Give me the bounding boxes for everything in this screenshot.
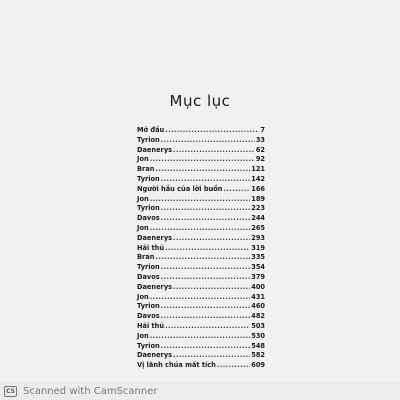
toc-leader-dots: [161, 136, 255, 146]
page-title: Mục lục: [169, 92, 231, 110]
toc-entry: [137, 283, 265, 293]
toc-leader-dots: [165, 322, 250, 332]
toc-entry: [137, 244, 265, 254]
toc-entry-page: 33: [255, 135, 265, 144]
toc-entry-page: 354: [251, 263, 265, 272]
toc-entry-title: Vị lãnh chúa mất tích: [137, 361, 216, 370]
toc-leader-dots: [161, 312, 251, 322]
toc-entry-title: Daenerys: [137, 282, 173, 291]
toc-entry: [137, 175, 265, 185]
toc-entry-title: Daenerys: [137, 233, 173, 242]
toc-entry-page: 189: [251, 194, 265, 203]
toc-entry-page: 223: [251, 204, 265, 213]
toc-entry-title: Tyrion: [137, 341, 160, 350]
watermark-text: Scanned with CamScanner: [23, 385, 158, 397]
toc-entry-title: Jon: [137, 331, 149, 340]
toc-entry: [137, 204, 265, 214]
toc-entry: [137, 136, 265, 146]
toc-entry-page: 92: [255, 155, 265, 164]
toc-entry-title: Bran: [137, 253, 155, 262]
toc-entry-title: Hải thủ: [137, 321, 165, 330]
toc-entry-page: 530: [251, 331, 265, 340]
toc-entry-title: Bran: [137, 165, 155, 174]
toc-entry-title: Davos: [137, 214, 160, 223]
toc-leader-dots: [173, 234, 250, 244]
camscanner-logo-icon: CS: [4, 386, 17, 397]
toc-entry-page: 319: [251, 243, 265, 252]
toc-entry: [137, 214, 265, 224]
toc-entry: [137, 253, 265, 263]
toc-entry-title: Jon: [137, 223, 149, 232]
camscanner-watermark: [0, 382, 400, 400]
toc-leader-dots: [173, 283, 250, 293]
toc-entry: [137, 332, 265, 342]
toc-entry-title: Daenerys: [137, 351, 173, 360]
toc-entry: [137, 195, 265, 205]
toc-entry: [137, 312, 265, 322]
toc-leader-dots: [161, 204, 250, 214]
toc-entry-page: 400: [251, 282, 265, 291]
toc-entry-title: Jon: [137, 155, 149, 164]
toc-entry: [137, 185, 265, 195]
toc-leader-dots: [150, 293, 251, 303]
toc-entry-page: 62: [255, 145, 265, 154]
toc-entry-page: 244: [251, 214, 265, 223]
toc-entry-title: Tyrion: [137, 135, 160, 144]
toc-entry-title: Jon: [137, 194, 149, 203]
toc-leader-dots: [223, 185, 250, 195]
toc-leader-dots: [150, 195, 251, 205]
toc-entry: [137, 165, 265, 175]
toc-leader-dots: [150, 155, 255, 165]
toc-entry: [137, 273, 265, 283]
toc-leader-dots: [161, 273, 251, 283]
toc-entry: [137, 146, 265, 156]
toc-entry: [137, 224, 265, 234]
toc-entry-page: 166: [251, 184, 265, 193]
toc-leader-dots: [161, 175, 250, 185]
toc-entry-title: Tyrion: [137, 263, 160, 272]
toc-entry-title: Mở đầu: [137, 126, 165, 134]
toc-leader-dots: [165, 244, 250, 254]
toc-leader-dots: [217, 361, 250, 371]
toc-leader-dots: [173, 351, 250, 361]
toc-entry: [137, 351, 265, 361]
toc-entry-page: 482: [251, 312, 265, 321]
toc-entry-title: Người hầu của lời buồn: [137, 184, 223, 193]
toc-leader-dots: [161, 302, 250, 312]
toc-entry-page: 582: [251, 351, 265, 360]
toc-entry-title: Hải thủ: [137, 243, 165, 252]
toc-entry: [137, 155, 265, 165]
toc-entry-page: 265: [251, 223, 265, 232]
toc-entry-page: 503: [251, 321, 265, 330]
toc-entry-title: Daenerys: [137, 145, 173, 154]
table-of-contents: [137, 126, 265, 371]
toc-leader-dots: [150, 332, 251, 342]
toc-entry-page: 609: [251, 361, 265, 370]
toc-entry-page: 7: [260, 126, 265, 134]
toc-entry: [137, 322, 265, 332]
toc-entry: [137, 234, 265, 244]
toc-entry: [137, 361, 265, 371]
toc-entry-title: Tyrion: [137, 302, 160, 311]
toc-entry-title: Tyrion: [137, 174, 160, 183]
toc-leader-dots: [165, 126, 259, 136]
toc-entry-title: Tyrion: [137, 204, 160, 213]
toc-entry-page: 548: [251, 341, 265, 350]
toc-leader-dots: [155, 165, 250, 175]
toc-entry-page: 293: [251, 233, 265, 242]
toc-leader-dots: [161, 342, 250, 352]
toc-entry: [137, 126, 265, 136]
toc-leader-dots: [150, 224, 251, 234]
toc-entry-page: 121: [251, 165, 265, 174]
toc-entry: [137, 293, 265, 303]
toc-entry-title: Jon: [137, 292, 149, 301]
toc-entry: [137, 263, 265, 273]
toc-entry-page: 142: [251, 174, 265, 183]
toc-leader-dots: [161, 263, 250, 273]
toc-leader-dots: [161, 214, 251, 224]
toc-leader-dots: [155, 253, 250, 263]
toc-entry-page: 379: [251, 272, 265, 281]
toc-entry: [137, 302, 265, 312]
toc-entry-title: Davos: [137, 272, 160, 281]
toc-leader-dots: [173, 146, 255, 156]
toc-entry-page: 431: [251, 292, 265, 301]
toc-entry-title: Davos: [137, 312, 160, 321]
toc-entry-page: 460: [251, 302, 265, 311]
toc-entry: [137, 342, 265, 352]
toc-entry-page: 335: [251, 253, 265, 262]
